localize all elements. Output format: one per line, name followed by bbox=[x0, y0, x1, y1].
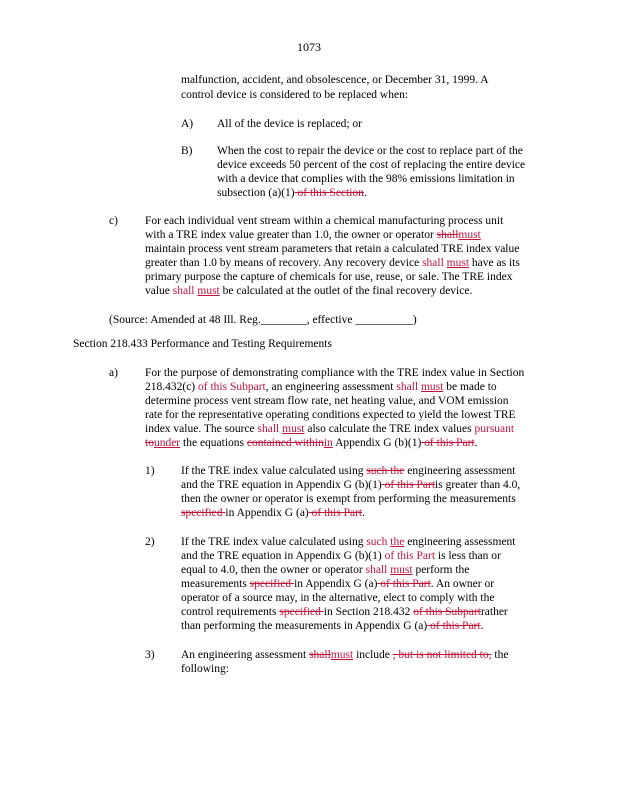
deleted-text: to bbox=[145, 437, 154, 449]
inserted-text: such bbox=[366, 536, 388, 548]
deleted-text: specified bbox=[181, 507, 226, 519]
item-b-line-1: When the cost to repair the device or the cost to replace part of the bbox=[217, 145, 523, 157]
deleted-text: of this Part bbox=[308, 507, 363, 519]
deleted-text: shall bbox=[309, 649, 331, 661]
sub2-line-6: control requirements specified in Section 218.432 of this Subpartrather bbox=[181, 606, 508, 618]
item-a2-line-2: 218.432(c) of this Subpart, an engineering assessment shall must be made to bbox=[145, 381, 497, 393]
item-b-label: B) bbox=[181, 145, 193, 157]
sub3-line-2: following: bbox=[181, 663, 229, 675]
item-a2-line-6: tounder the equations contained withinin Appendix G (b)(1) of this Part. bbox=[145, 437, 478, 449]
sub2-line-2: and the TRE equation in Appendix G (b)(1) of this Part is less than or bbox=[181, 550, 501, 562]
deleted-text: of this Part bbox=[421, 437, 475, 449]
inserted-text: must bbox=[458, 229, 481, 241]
inserted-text: the bbox=[390, 536, 405, 548]
sub2-label: 2) bbox=[145, 536, 155, 548]
item-a2-line-1: For the purpose of demonstrating compliance with the TRE index value in Section bbox=[145, 367, 525, 379]
sub2-line-3: equal to 4.0, then the owner or operator shall must perform the bbox=[181, 564, 470, 576]
sub2-line-7: than performing the measurements in Appendix G (a) of this Part. bbox=[181, 620, 484, 632]
item-a2-line-5: index value. The source shall must also calculate the TRE index values pursuant bbox=[145, 423, 515, 435]
inserted-text: must bbox=[420, 381, 444, 393]
inserted-text: in bbox=[323, 437, 333, 449]
inserted-text: shall bbox=[396, 381, 419, 393]
source-note: (Source: Amended at 48 Ill. Reg.________, effective __________) bbox=[109, 314, 417, 326]
sub1-line-4: specified in Appendix G (a) of this Part. bbox=[181, 507, 365, 519]
item-b-line-2: device exceeds 50 percent of the cost of replacing the entire device bbox=[217, 159, 526, 171]
section-heading: Section 218.433 Performance and Testing Requirements bbox=[73, 338, 332, 350]
item-c-line-6: value shall must be calculated at the outlet of the final recovery device. bbox=[145, 285, 473, 297]
item-c-line-1: For each individual vent stream within a chemical manufacturing process unit bbox=[145, 215, 504, 227]
inserted-text: shall bbox=[257, 423, 280, 435]
deleted-text: of this Part bbox=[377, 578, 431, 590]
intro-line-1: malfunction, accident, and obsolescence, or December 31, 1999. A bbox=[181, 74, 489, 86]
page-number: 1073 bbox=[297, 40, 321, 54]
deleted-text: , but is not limited to, bbox=[392, 649, 492, 661]
deleted-text: such the bbox=[366, 465, 405, 477]
deleted-text: of this Subpart bbox=[413, 606, 481, 618]
sub1-line-2: and the TRE equation in Appendix G (b)(1) of this Partis greater than 4.0, bbox=[181, 479, 521, 491]
item-a-text: All of the device is replaced; or bbox=[217, 118, 362, 130]
inserted-text: of this Part bbox=[384, 550, 436, 562]
sub3-label: 3) bbox=[145, 649, 155, 661]
inserted-text: must bbox=[446, 257, 470, 269]
inserted-text: must bbox=[282, 423, 305, 435]
sub2-line-5: operator of a source may, in the alternative, elect to comply with the bbox=[181, 592, 495, 604]
item-c-line-3: maintain process vent stream parameters that retain a calculated TRE index value bbox=[145, 243, 520, 255]
item-c-line-5: primary purpose the capture of chemicals for use, reuse, or sale. The TRE index bbox=[145, 271, 513, 283]
item-c-line-2: with a TRE index value greater than 1.0, the owner or operator shallmust bbox=[145, 229, 481, 241]
inserted-text: must bbox=[197, 285, 220, 297]
inserted-text: shall bbox=[422, 257, 444, 269]
item-a2-line-3: determine process vent stream flow rate, net heating value, and VOM emission bbox=[145, 395, 509, 407]
item-a2-label: a) bbox=[109, 367, 118, 379]
inserted-text: shall bbox=[172, 285, 195, 297]
inserted-text: under bbox=[153, 437, 181, 449]
intro-line-2: control device is considered to be replaced when: bbox=[181, 89, 409, 101]
deleted-text: specified bbox=[249, 578, 295, 590]
sub3-line-1: An engineering assessment shallmust include , but is not limited to, the bbox=[181, 649, 509, 661]
deleted-text: of this Section bbox=[294, 187, 364, 199]
item-c-label: c) bbox=[109, 215, 118, 227]
deleted-text: contained within bbox=[246, 437, 324, 449]
deleted-text: shall bbox=[436, 229, 459, 241]
sub2-line-1: If the TRE index value calculated using such the engineering assessment bbox=[181, 536, 516, 548]
inserted-text: shall bbox=[365, 564, 388, 576]
sub1-label: 1) bbox=[145, 465, 155, 477]
inserted-text: must bbox=[330, 649, 354, 661]
item-b-line-3: with a device that complies with the 98% emissions limitation in bbox=[217, 173, 515, 185]
deleted-text: of this Part bbox=[381, 479, 436, 491]
deleted-text: specified bbox=[279, 606, 324, 618]
item-a2-line-4: rate for the representative operating conditions expected to yield the lowest TRE bbox=[145, 409, 516, 421]
sub1-line-3: then the owner or operator is exempt from performing the measurements bbox=[181, 493, 516, 505]
item-a-label: A) bbox=[181, 118, 194, 130]
sub1-line-1: If the TRE index value calculated using such the engineering assessment bbox=[181, 465, 516, 477]
inserted-text: of this Subpart bbox=[198, 381, 266, 393]
sub2-line-4: measurements specified in Appendix G (a) of this Part. An owner or bbox=[181, 578, 495, 590]
item-b-line-4: subsection (a)(1) of this Section. bbox=[217, 187, 367, 199]
deleted-text: of this Part bbox=[427, 620, 481, 632]
inserted-text: must bbox=[390, 564, 413, 576]
inserted-text: pursuant bbox=[474, 423, 515, 435]
item-c-line-4: greater than 1.0 by means of recovery. Any recovery device shall must have as its bbox=[145, 257, 520, 269]
